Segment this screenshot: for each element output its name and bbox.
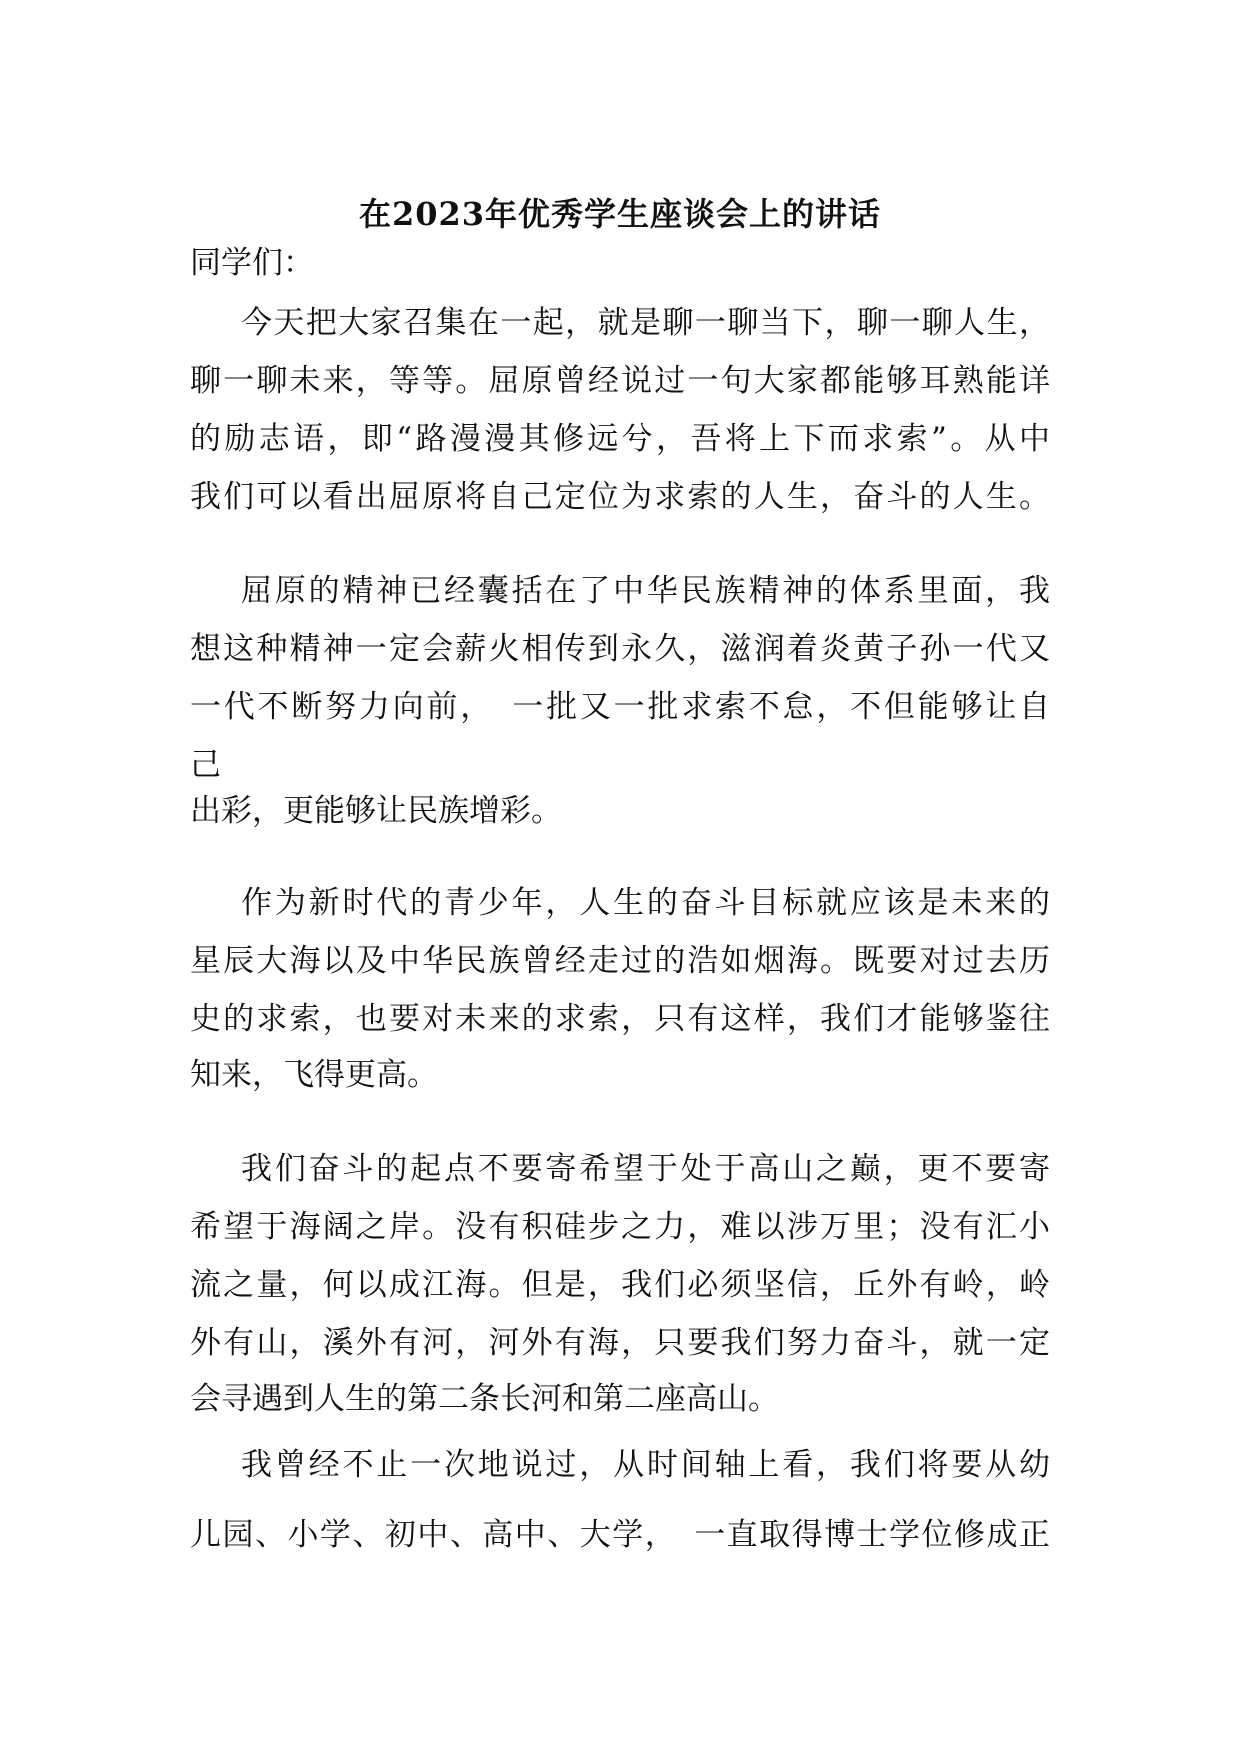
- paragraph-line: 一代不断努力向前， 一批又一批求索不怠，不但能够让自: [190, 689, 1050, 725]
- paragraph-line: 作为新时代的青少年，人生的奋斗目标就应该是未来的: [241, 885, 1050, 921]
- paragraph-line: 我们可以看出屈原将自己定位为求索的人生，奋斗的人生。: [190, 479, 1050, 515]
- paragraph-line: 的励志语，即“路漫漫其修远兮，吾将上下而求索”。从中: [190, 421, 1050, 457]
- salutation: 同学们：: [190, 245, 314, 281]
- paragraph-line: 屈原的精神已经囊括在了中华民族精神的体系里面，我: [241, 573, 1050, 609]
- paragraph-line: 史的求索，也要对未来的求索，只有这样，我们才能够鉴往: [190, 1001, 1050, 1037]
- paragraph-line: 儿园、小学、初中、高中、大学， 一直取得博士学位修成正: [190, 1517, 1050, 1553]
- paragraph-line: 会寻遇到人生的第二条长河和第二座高山。: [190, 1381, 779, 1417]
- paragraph-line: 今天把大家召集在一起，就是聊一聊当下，聊一聊人生，: [241, 305, 1050, 341]
- paragraph-line: 星辰大海以及中华民族曾经走过的浩如烟海。既要对过去历: [190, 943, 1050, 979]
- paragraph-line: 我们奋斗的起点不要寄希望于处于高山之巅，更不要寄: [241, 1151, 1050, 1187]
- paragraph-line: 知来，飞得更高。: [190, 1057, 438, 1093]
- paragraph-line: 希望于海阔之岸。没有积硅步之力，难以涉万里；没有汇小: [190, 1209, 1050, 1245]
- paragraph-line: 我曾经不止一次地说过，从时间轴上看，我们将要从幼: [241, 1447, 1050, 1483]
- paragraph-line: 想这种精神一定会薪火相传到永久，滋润着炎黄子孙一代又: [190, 631, 1050, 667]
- paragraph-line: 聊一聊未来，等等。屈原曾经说过一句大家都能够耳熟能详: [190, 363, 1050, 399]
- document-title: 在2023年优秀学生座谈会上的讲话: [358, 195, 882, 233]
- paragraph-line: 外有山，溪外有河，河外有海，只要我们努力奋斗，就一定: [190, 1325, 1050, 1361]
- paragraph-line: 出彩，更能够让民族增彩。: [190, 793, 562, 829]
- paragraph-line: 己: [190, 747, 221, 783]
- paragraph-line: 流之量，何以成江海。但是，我们必须坚信，丘外有岭，岭: [190, 1267, 1050, 1303]
